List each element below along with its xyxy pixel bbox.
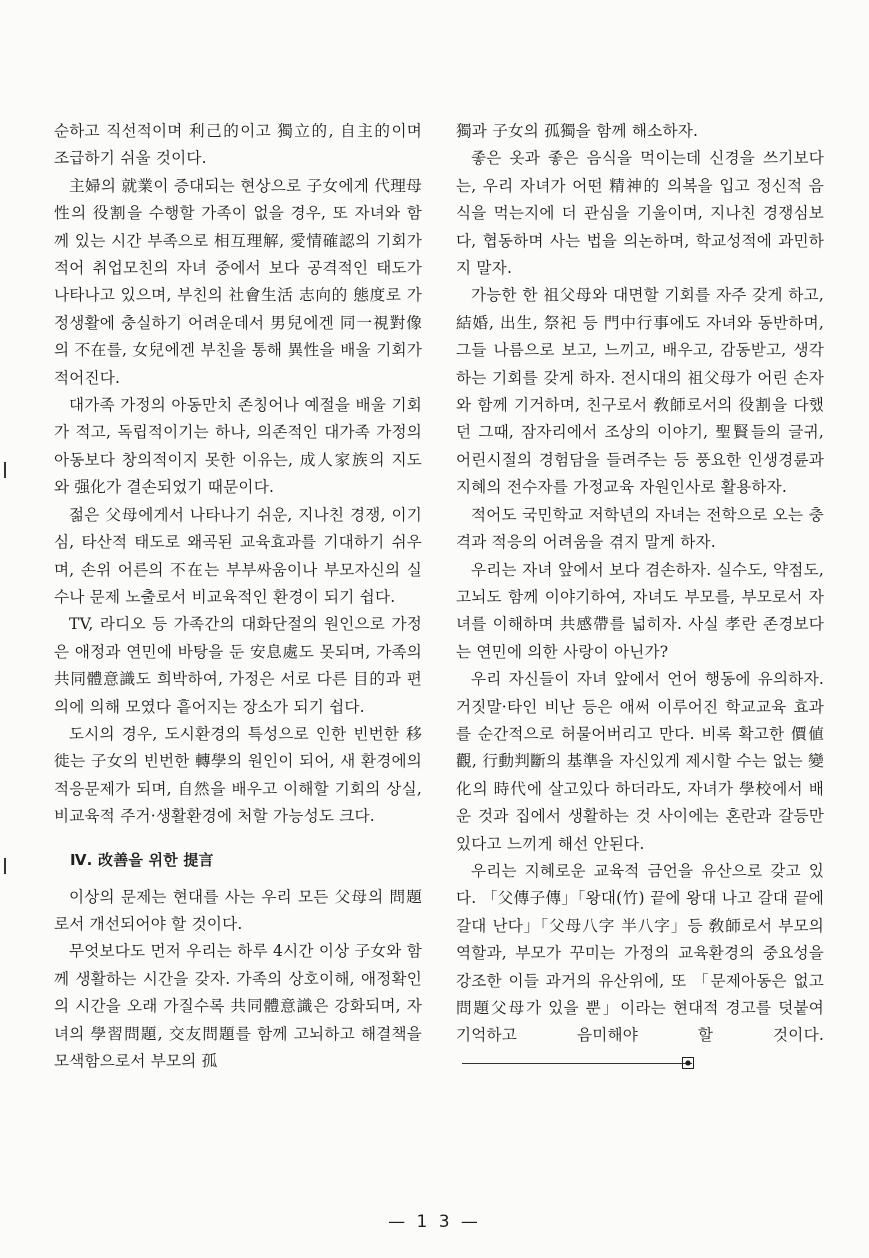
paragraph: 무엇보다도 먼저 우리는 하루 4시간 이상 子女와 함께 생활하는 시간을 갖자. 가족의 상호이해, 애정확인의 시간을 오래 가질수록 共同體意識은 강화되며, 자녀의 學習問題, 交友問題를 함께 고뇌하고 해결책을 모색함으로서 부모의 孤 xyxy=(54,942,422,1070)
margin-mark xyxy=(4,462,6,478)
paragraph: 獨과 子女의 孤獨을 함께 해소하자. xyxy=(456,122,699,140)
paragraph: 가능한 한 祖父母와 대면할 기회를 자주 갖게 하고, 結婚, 出生, 祭祀 등 門中行事에도 자녀와 동반하며, 그들 나름으로 보고, 느끼고, 배우고, 감동받고, 생각하는 기회를 갖게 하자. 전시대의 祖父母가 어린 손자와 함께 기거하며, 친구로서 敎師로서의 役割을 다했던 그때, 잠자리에서 조상의 이야기, 聖賢들의 글귀, 어린시절의 경험담을 들려주는 등 풍요한 인생경륜과 지혜의 전수자를 가정교육 자원인사로 활용하자. xyxy=(456,286,824,497)
paragraph: 대가족 가정의 아동만치 존칭어나 예절을 배울 기회가 적고, 독립적이기는 하나, 의존적인 대가족 가정의 아동보다 창의적이지 못한 이유는, 成人家族의 지도와 强化가 결손되었기 때문이다. xyxy=(54,396,422,497)
section-heading: Ⅳ. 改善을 위한 提言 xyxy=(70,850,214,869)
paragraph: TV, 라디오 등 가족간의 대화단절의 원인으로 가정은 애정과 연민에 바탕을 둔 安息處도 못되며, 가족의 共同體意識도 희박하여, 가정은 서로 다른 目的과 편의에 의해 모였다 흩어지는 장소가 되기 쉽다. xyxy=(54,615,422,716)
paragraph-last xyxy=(456,858,824,1077)
left-column xyxy=(54,118,422,1075)
paragraph-text: 우리는 지혜로운 교육적 금언을 유산으로 갖고 있다. 「父傳子傳」「왕대(竹) 끝에 왕대 나고 갈대 끝에 갈대 난다」「父母八字 半八字」등 敎師로서 부모의 역할과, 부모가 꾸미는 가정의 교육환경의 중요성을 강조한 이들 과거의 유산위에, 또 「문제아동은 없고 問題父母가 있을 뿐」이라는 현대적 경고를 덧붙여 기억하고 음미해야 할 것이다. xyxy=(456,861,824,1045)
paragraph: 적어도 국민학교 저학년의 자녀는 전학으로 오는 충격과 적응의 어려움을 겪지 말게 하자. xyxy=(456,505,824,552)
paragraph: 순하고 직선적이며 利己的이고 獨立的, 自主的이며 조급하기 쉬울 것이다. xyxy=(54,122,422,168)
paragraph: 좋은 옷과 좋은 음식을 먹이는데 신경을 쓰기보다는, 우리 자녀가 어떤 精神的 의복을 입고 정신적 음식을 먹는지에 더 관심을 기울이며, 지나친 경쟁심보다, 협동하며 사는 법을 의논하며, 학교성적에 과민하지 말자. xyxy=(456,149,824,278)
paragraph: 우리 자신들이 자녀 앞에서 언어 행동에 유의하자. 거짓말·타인 비난 등은 애써 이루어진 학교교육 효과를 순간적으로 허물어버리고 만다. 비록 확고한 價値觀, 行動判斷의 基準을 자신있게 제시할 수는 없는 變化의 時代에 살고있다 하더라도, 자녀가 學校에서 배운 것과 집에서 생활하는 것 사이에는 혼란과 갈등만 있다고 느끼게 해선 안된다. xyxy=(456,670,824,853)
paragraph: 도시의 경우, 도시환경의 특성으로 인한 빈번한 移徙는 子女의 빈번한 轉學의 원인이 되어, 새 환경에의 적응문제가 되며, 自然을 배우고 이해할 기회의 상실, 비교육적 주거·생활환경에 처할 가능성도 크다. xyxy=(54,724,422,826)
paragraph: 이상의 문제는 현대를 사는 우리 모든 父母의 問題로서 개선되어야 할 것이다. xyxy=(54,887,422,933)
paragraph: 主婦의 就業이 증대되는 현상으로 子女에게 代理母性의 役割을 수행할 가족이 없을 경우, 또 자녀와 함께 있는 시간 부족으로 相互理解, 愛情確認의 기회가 적어 취업모친의 자녀 중에서 보다 공격적인 태도가 나타나고 있으며, 부친의 社會生活 志向的 態度로 가정생활에 충실하기 어려운데서 男兒에겐 同一視對像의 不在를, 女兒에겐 부친을 통해 異性을 배울 기회가 적어진다. xyxy=(54,176,422,387)
paragraph: 젊은 父母에게서 나타나기 쉬운, 지나친 경쟁, 이기심, 타산적 태도로 왜곡된 교육효과를 기대하기 쉬우며, 손위 어른의 不在는 부부싸움이나 부모자신의 실수나 문제 노출로서 비교육적인 환경이 되기 쉽다. xyxy=(54,505,422,606)
end-of-article-mark xyxy=(462,1063,692,1064)
right-column xyxy=(456,118,824,1077)
margin-mark xyxy=(4,858,6,874)
page-number: — 1 3 — xyxy=(388,1212,481,1232)
paragraph: 우리는 자녀 앞에서 보다 겸손하자. 실수도, 약점도, 고뇌도 함께 이야기하여, 자녀도 부모를, 부모로서 자녀를 이해하며 共感帶를 넓히자. 사실 孝란 존경보다는 연민에 의한 사랑이 아닌가? xyxy=(456,560,824,661)
